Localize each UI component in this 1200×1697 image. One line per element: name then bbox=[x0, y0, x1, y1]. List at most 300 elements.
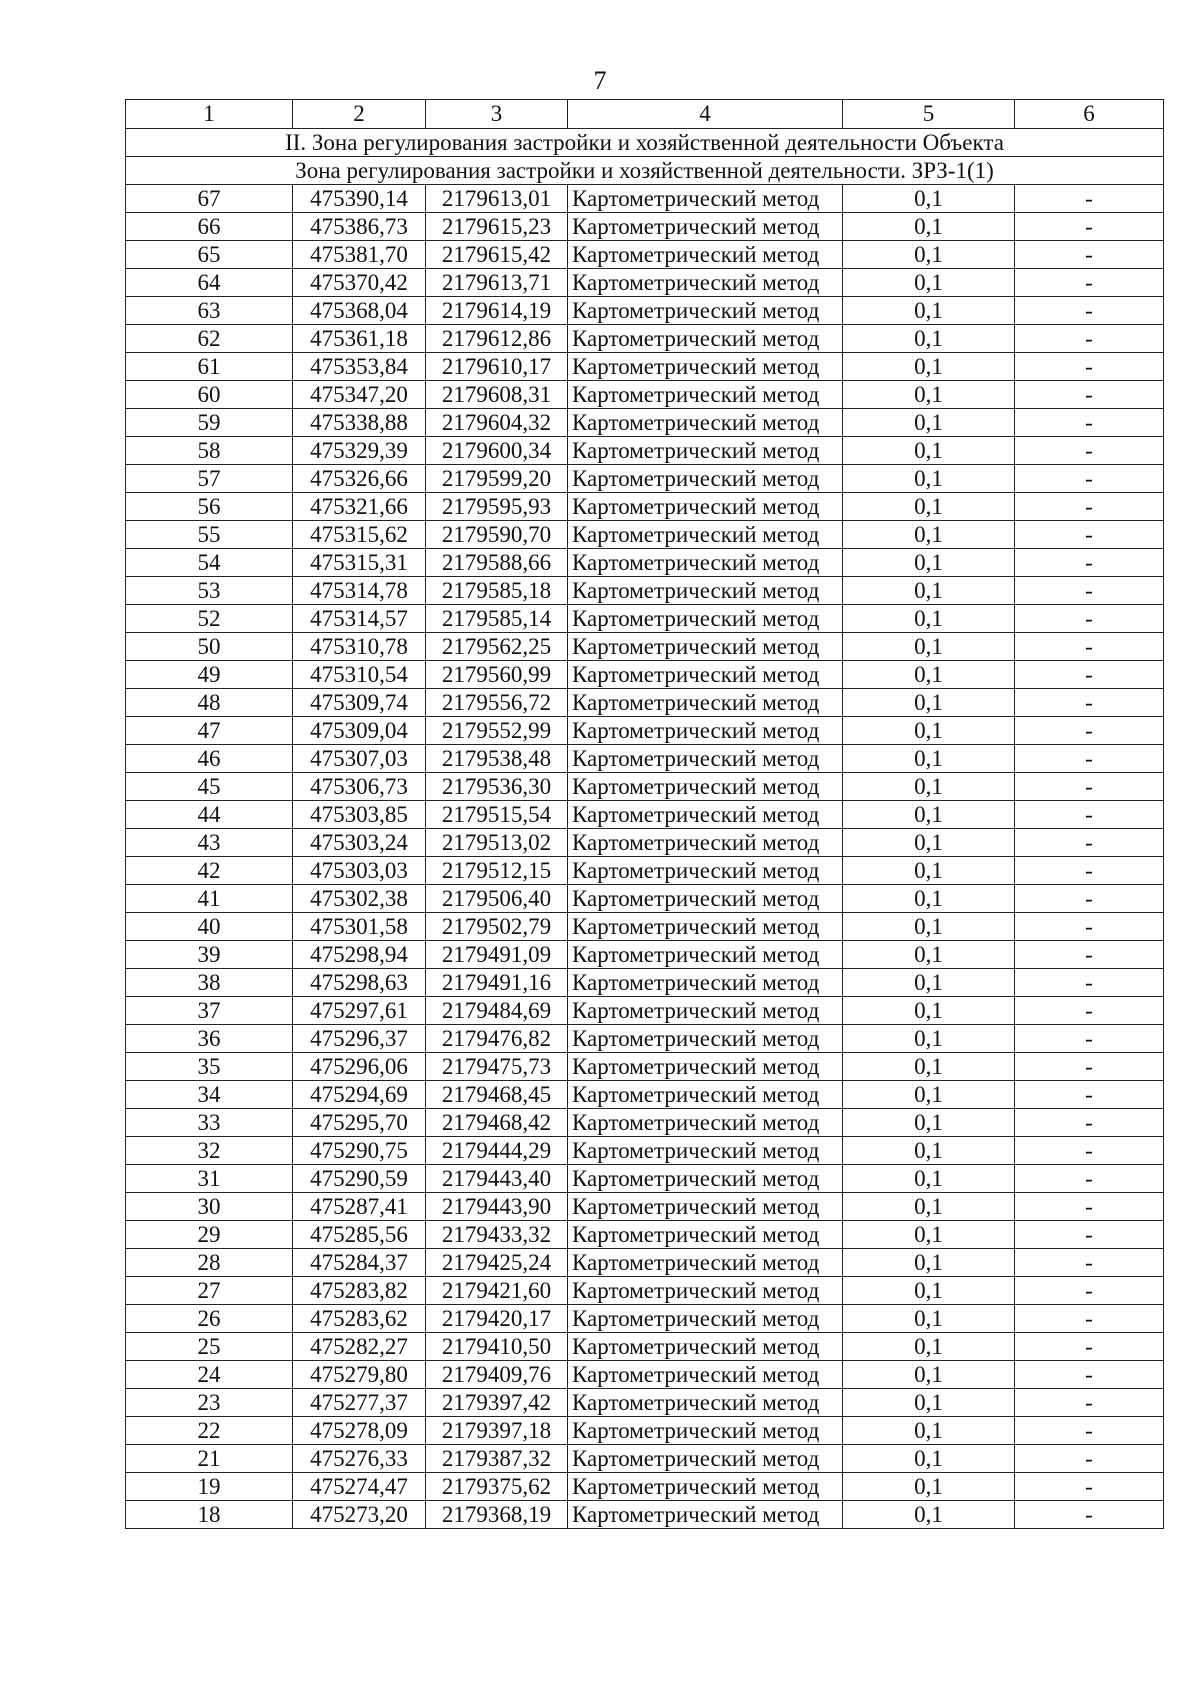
y-coordinate-cell: 2179604,32 bbox=[426, 409, 568, 437]
description-cell: - bbox=[1015, 269, 1164, 297]
description-cell: - bbox=[1015, 605, 1164, 633]
y-coordinate-cell: 2179484,69 bbox=[426, 997, 568, 1025]
table-row bbox=[126, 997, 1164, 1025]
table-header bbox=[126, 100, 1164, 129]
x-coordinate-cell: 475310,54 bbox=[293, 661, 426, 689]
method-cell: Картометрический метод bbox=[568, 997, 843, 1025]
point-number-cell: 46 bbox=[126, 745, 293, 773]
description-cell: - bbox=[1015, 521, 1164, 549]
point-number-cell: 44 bbox=[126, 801, 293, 829]
point-number-cell: 41 bbox=[126, 885, 293, 913]
description-cell: - bbox=[1015, 409, 1164, 437]
x-coordinate-cell: 475386,73 bbox=[293, 213, 426, 241]
method-cell: Картометрический метод bbox=[568, 1193, 843, 1221]
x-coordinate-cell: 475301,58 bbox=[293, 913, 426, 941]
table-row bbox=[126, 325, 1164, 353]
method-cell: Картометрический метод bbox=[568, 1249, 843, 1277]
accuracy-cell: 0,1 bbox=[843, 997, 1015, 1025]
table-row bbox=[126, 969, 1164, 997]
column-header-2: 2 bbox=[293, 100, 426, 129]
table-row bbox=[126, 353, 1164, 381]
accuracy-cell: 0,1 bbox=[843, 717, 1015, 745]
method-cell: Картометрический метод bbox=[568, 913, 843, 941]
description-cell: - bbox=[1015, 465, 1164, 493]
point-number-cell: 23 bbox=[126, 1389, 293, 1417]
point-number-cell: 42 bbox=[126, 857, 293, 885]
y-coordinate-cell: 2179599,20 bbox=[426, 465, 568, 493]
y-coordinate-cell: 2179538,48 bbox=[426, 745, 568, 773]
x-coordinate-cell: 475310,78 bbox=[293, 633, 426, 661]
table-row bbox=[126, 549, 1164, 577]
x-coordinate-cell: 475309,04 bbox=[293, 717, 426, 745]
x-coordinate-cell: 475347,20 bbox=[293, 381, 426, 409]
method-cell: Картометрический метод bbox=[568, 689, 843, 717]
table-row bbox=[126, 521, 1164, 549]
description-cell: - bbox=[1015, 297, 1164, 325]
point-number-cell: 34 bbox=[126, 1081, 293, 1109]
description-cell: - bbox=[1015, 1277, 1164, 1305]
x-coordinate-cell: 475274,47 bbox=[293, 1473, 426, 1501]
method-cell: Картометрический метод bbox=[568, 1277, 843, 1305]
table-row bbox=[126, 829, 1164, 857]
accuracy-cell: 0,1 bbox=[843, 1389, 1015, 1417]
description-cell: - bbox=[1015, 1193, 1164, 1221]
table-row bbox=[126, 1501, 1164, 1529]
method-cell: Картометрический метод bbox=[568, 1473, 843, 1501]
x-coordinate-cell: 475368,04 bbox=[293, 297, 426, 325]
description-cell: - bbox=[1015, 717, 1164, 745]
method-cell: Картометрический метод bbox=[568, 1333, 843, 1361]
method-cell: Картометрический метод bbox=[568, 1025, 843, 1053]
method-cell: Картометрический метод bbox=[568, 1501, 843, 1529]
y-coordinate-cell: 2179421,60 bbox=[426, 1277, 568, 1305]
method-cell: Картометрический метод bbox=[568, 633, 843, 661]
point-number-cell: 31 bbox=[126, 1165, 293, 1193]
x-coordinate-cell: 475315,31 bbox=[293, 549, 426, 577]
method-cell: Картометрический метод bbox=[568, 241, 843, 269]
x-coordinate-cell: 475283,82 bbox=[293, 1277, 426, 1305]
y-coordinate-cell: 2179614,19 bbox=[426, 297, 568, 325]
description-cell: - bbox=[1015, 857, 1164, 885]
method-cell: Картометрический метод bbox=[568, 465, 843, 493]
table-row bbox=[126, 269, 1164, 297]
accuracy-cell: 0,1 bbox=[843, 1109, 1015, 1137]
table-row bbox=[126, 633, 1164, 661]
accuracy-cell: 0,1 bbox=[843, 1501, 1015, 1529]
method-cell: Картометрический метод bbox=[568, 801, 843, 829]
accuracy-cell: 0,1 bbox=[843, 465, 1015, 493]
x-coordinate-cell: 475298,94 bbox=[293, 941, 426, 969]
accuracy-cell: 0,1 bbox=[843, 633, 1015, 661]
table-row bbox=[126, 493, 1164, 521]
y-coordinate-cell: 2179613,01 bbox=[426, 185, 568, 213]
x-coordinate-cell: 475296,06 bbox=[293, 1053, 426, 1081]
point-number-cell: 29 bbox=[126, 1221, 293, 1249]
column-header-3: 3 bbox=[426, 100, 568, 129]
point-number-cell: 49 bbox=[126, 661, 293, 689]
y-coordinate-cell: 2179433,32 bbox=[426, 1221, 568, 1249]
accuracy-cell: 0,1 bbox=[843, 577, 1015, 605]
x-coordinate-cell: 475284,37 bbox=[293, 1249, 426, 1277]
description-cell: - bbox=[1015, 325, 1164, 353]
point-number-cell: 66 bbox=[126, 213, 293, 241]
table-row bbox=[126, 1333, 1164, 1361]
description-cell: - bbox=[1015, 1501, 1164, 1529]
y-coordinate-cell: 2179612,86 bbox=[426, 325, 568, 353]
y-coordinate-cell: 2179375,62 bbox=[426, 1473, 568, 1501]
x-coordinate-cell: 475285,56 bbox=[293, 1221, 426, 1249]
y-coordinate-cell: 2179562,25 bbox=[426, 633, 568, 661]
x-coordinate-cell: 475298,63 bbox=[293, 969, 426, 997]
y-coordinate-cell: 2179613,71 bbox=[426, 269, 568, 297]
table-row bbox=[126, 1249, 1164, 1277]
y-coordinate-cell: 2179475,73 bbox=[426, 1053, 568, 1081]
y-coordinate-cell: 2179506,40 bbox=[426, 885, 568, 913]
x-coordinate-cell: 475278,09 bbox=[293, 1417, 426, 1445]
description-cell: - bbox=[1015, 913, 1164, 941]
accuracy-cell: 0,1 bbox=[843, 1361, 1015, 1389]
y-coordinate-cell: 2179585,14 bbox=[426, 605, 568, 633]
method-cell: Картометрический метод bbox=[568, 1165, 843, 1193]
x-coordinate-cell: 475321,66 bbox=[293, 493, 426, 521]
method-cell: Картометрический метод bbox=[568, 437, 843, 465]
table-row bbox=[126, 1053, 1164, 1081]
point-number-cell: 54 bbox=[126, 549, 293, 577]
description-cell: - bbox=[1015, 241, 1164, 269]
column-header-1: 1 bbox=[126, 100, 293, 129]
description-cell: - bbox=[1015, 1081, 1164, 1109]
y-coordinate-cell: 2179425,24 bbox=[426, 1249, 568, 1277]
point-number-cell: 21 bbox=[126, 1445, 293, 1473]
method-cell: Картометрический метод bbox=[568, 325, 843, 353]
description-cell: - bbox=[1015, 829, 1164, 857]
point-number-cell: 57 bbox=[126, 465, 293, 493]
description-cell: - bbox=[1015, 633, 1164, 661]
x-coordinate-cell: 475303,24 bbox=[293, 829, 426, 857]
y-coordinate-cell: 2179552,99 bbox=[426, 717, 568, 745]
accuracy-cell: 0,1 bbox=[843, 857, 1015, 885]
subsection-title-row bbox=[126, 157, 1164, 185]
point-number-cell: 56 bbox=[126, 493, 293, 521]
accuracy-cell: 0,1 bbox=[843, 1417, 1015, 1445]
point-number-cell: 65 bbox=[126, 241, 293, 269]
x-coordinate-cell: 475279,80 bbox=[293, 1361, 426, 1389]
table-row bbox=[126, 1305, 1164, 1333]
table-row bbox=[126, 297, 1164, 325]
accuracy-cell: 0,1 bbox=[843, 885, 1015, 913]
point-number-cell: 47 bbox=[126, 717, 293, 745]
point-number-cell: 18 bbox=[126, 1501, 293, 1529]
page-number: 7 bbox=[593, 66, 607, 95]
point-number-cell: 37 bbox=[126, 997, 293, 1025]
section-title: II. Зона регулирования застройки и хозяйственной деятельности Объекта bbox=[126, 129, 1164, 157]
y-coordinate-cell: 2179608,31 bbox=[426, 381, 568, 409]
x-coordinate-cell: 475353,84 bbox=[293, 353, 426, 381]
accuracy-cell: 0,1 bbox=[843, 913, 1015, 941]
table-row bbox=[126, 185, 1164, 213]
x-coordinate-cell: 475307,03 bbox=[293, 745, 426, 773]
point-number-cell: 50 bbox=[126, 633, 293, 661]
accuracy-cell: 0,1 bbox=[843, 969, 1015, 997]
description-cell: - bbox=[1015, 577, 1164, 605]
accuracy-cell: 0,1 bbox=[843, 1137, 1015, 1165]
x-coordinate-cell: 475297,61 bbox=[293, 997, 426, 1025]
point-number-cell: 48 bbox=[126, 689, 293, 717]
table-row bbox=[126, 1445, 1164, 1473]
description-cell: - bbox=[1015, 1025, 1164, 1053]
table-row bbox=[126, 1473, 1164, 1501]
table-row bbox=[126, 1025, 1164, 1053]
description-cell: - bbox=[1015, 661, 1164, 689]
point-number-cell: 25 bbox=[126, 1333, 293, 1361]
coordinates-table bbox=[125, 99, 1164, 1529]
point-number-cell: 62 bbox=[126, 325, 293, 353]
table-row bbox=[126, 605, 1164, 633]
x-coordinate-cell: 475295,70 bbox=[293, 1109, 426, 1137]
x-coordinate-cell: 475370,42 bbox=[293, 269, 426, 297]
table-row bbox=[126, 1389, 1164, 1417]
description-cell: - bbox=[1015, 381, 1164, 409]
table-row bbox=[126, 381, 1164, 409]
point-number-cell: 32 bbox=[126, 1137, 293, 1165]
accuracy-cell: 0,1 bbox=[843, 409, 1015, 437]
method-cell: Картометрический метод bbox=[568, 969, 843, 997]
description-cell: - bbox=[1015, 745, 1164, 773]
y-coordinate-cell: 2179491,09 bbox=[426, 941, 568, 969]
table-row bbox=[126, 1277, 1164, 1305]
table-row bbox=[126, 745, 1164, 773]
point-number-cell: 60 bbox=[126, 381, 293, 409]
table-row bbox=[126, 437, 1164, 465]
table-row bbox=[126, 689, 1164, 717]
y-coordinate-cell: 2179491,16 bbox=[426, 969, 568, 997]
x-coordinate-cell: 475277,37 bbox=[293, 1389, 426, 1417]
method-cell: Картометрический метод bbox=[568, 661, 843, 689]
accuracy-cell: 0,1 bbox=[843, 605, 1015, 633]
method-cell: Картометрический метод bbox=[568, 381, 843, 409]
table-row bbox=[126, 661, 1164, 689]
y-coordinate-cell: 2179615,23 bbox=[426, 213, 568, 241]
table-row bbox=[126, 857, 1164, 885]
accuracy-cell: 0,1 bbox=[843, 493, 1015, 521]
table-row bbox=[126, 885, 1164, 913]
column-number-row bbox=[126, 100, 1164, 129]
y-coordinate-cell: 2179512,15 bbox=[426, 857, 568, 885]
method-cell: Картометрический метод bbox=[568, 885, 843, 913]
y-coordinate-cell: 2179588,66 bbox=[426, 549, 568, 577]
table-row bbox=[126, 801, 1164, 829]
y-coordinate-cell: 2179368,19 bbox=[426, 1501, 568, 1529]
x-coordinate-cell: 475329,39 bbox=[293, 437, 426, 465]
subsection-title: Зона регулирования застройки и хозяйственной деятельности. ЗРЗ-1(1) bbox=[126, 157, 1164, 185]
x-coordinate-cell: 475302,38 bbox=[293, 885, 426, 913]
description-cell: - bbox=[1015, 493, 1164, 521]
y-coordinate-cell: 2179536,30 bbox=[426, 773, 568, 801]
description-cell: - bbox=[1015, 549, 1164, 577]
method-cell: Картометрический метод bbox=[568, 1137, 843, 1165]
accuracy-cell: 0,1 bbox=[843, 661, 1015, 689]
accuracy-cell: 0,1 bbox=[843, 1193, 1015, 1221]
column-header-4: 4 bbox=[568, 100, 843, 129]
description-cell: - bbox=[1015, 437, 1164, 465]
accuracy-cell: 0,1 bbox=[843, 941, 1015, 969]
method-cell: Картометрический метод bbox=[568, 1053, 843, 1081]
x-coordinate-cell: 475315,62 bbox=[293, 521, 426, 549]
y-coordinate-cell: 2179513,02 bbox=[426, 829, 568, 857]
column-header-5: 5 bbox=[843, 100, 1015, 129]
method-cell: Картометрический метод bbox=[568, 297, 843, 325]
point-number-cell: 58 bbox=[126, 437, 293, 465]
point-number-cell: 38 bbox=[126, 969, 293, 997]
y-coordinate-cell: 2179420,17 bbox=[426, 1305, 568, 1333]
x-coordinate-cell: 475309,74 bbox=[293, 689, 426, 717]
table-row bbox=[126, 241, 1164, 269]
x-coordinate-cell: 475326,66 bbox=[293, 465, 426, 493]
accuracy-cell: 0,1 bbox=[843, 1445, 1015, 1473]
accuracy-cell: 0,1 bbox=[843, 1277, 1015, 1305]
method-cell: Картометрический метод bbox=[568, 941, 843, 969]
method-cell: Картометрический метод bbox=[568, 1221, 843, 1249]
table-row bbox=[126, 773, 1164, 801]
point-number-cell: 53 bbox=[126, 577, 293, 605]
accuracy-cell: 0,1 bbox=[843, 689, 1015, 717]
method-cell: Картометрический метод bbox=[568, 185, 843, 213]
accuracy-cell: 0,1 bbox=[843, 185, 1015, 213]
y-coordinate-cell: 2179615,42 bbox=[426, 241, 568, 269]
method-cell: Картометрический метод bbox=[568, 409, 843, 437]
accuracy-cell: 0,1 bbox=[843, 325, 1015, 353]
accuracy-cell: 0,1 bbox=[843, 1249, 1015, 1277]
point-number-cell: 61 bbox=[126, 353, 293, 381]
description-cell: - bbox=[1015, 185, 1164, 213]
accuracy-cell: 0,1 bbox=[843, 801, 1015, 829]
table-row bbox=[126, 1417, 1164, 1445]
description-cell: - bbox=[1015, 353, 1164, 381]
table-row bbox=[126, 1165, 1164, 1193]
x-coordinate-cell: 475290,59 bbox=[293, 1165, 426, 1193]
x-coordinate-cell: 475306,73 bbox=[293, 773, 426, 801]
description-cell: - bbox=[1015, 1137, 1164, 1165]
method-cell: Картометрический метод bbox=[568, 1081, 843, 1109]
accuracy-cell: 0,1 bbox=[843, 773, 1015, 801]
point-number-cell: 24 bbox=[126, 1361, 293, 1389]
accuracy-cell: 0,1 bbox=[843, 437, 1015, 465]
accuracy-cell: 0,1 bbox=[843, 1053, 1015, 1081]
description-cell: - bbox=[1015, 1333, 1164, 1361]
table-row bbox=[126, 1193, 1164, 1221]
x-coordinate-cell: 475314,57 bbox=[293, 605, 426, 633]
table-row bbox=[126, 409, 1164, 437]
y-coordinate-cell: 2179585,18 bbox=[426, 577, 568, 605]
method-cell: Картометрический метод bbox=[568, 605, 843, 633]
table-row bbox=[126, 1137, 1164, 1165]
y-coordinate-cell: 2179560,99 bbox=[426, 661, 568, 689]
y-coordinate-cell: 2179502,79 bbox=[426, 913, 568, 941]
y-coordinate-cell: 2179468,45 bbox=[426, 1081, 568, 1109]
description-cell: - bbox=[1015, 941, 1164, 969]
description-cell: - bbox=[1015, 1305, 1164, 1333]
method-cell: Картометрический метод bbox=[568, 577, 843, 605]
x-coordinate-cell: 475381,70 bbox=[293, 241, 426, 269]
accuracy-cell: 0,1 bbox=[843, 1473, 1015, 1501]
point-number-cell: 40 bbox=[126, 913, 293, 941]
accuracy-cell: 0,1 bbox=[843, 829, 1015, 857]
point-number-cell: 63 bbox=[126, 297, 293, 325]
x-coordinate-cell: 475282,27 bbox=[293, 1333, 426, 1361]
y-coordinate-cell: 2179468,42 bbox=[426, 1109, 568, 1137]
table-row bbox=[126, 941, 1164, 969]
method-cell: Картометрический метод bbox=[568, 521, 843, 549]
point-number-cell: 30 bbox=[126, 1193, 293, 1221]
point-number-cell: 33 bbox=[126, 1109, 293, 1137]
method-cell: Картометрический метод bbox=[568, 1305, 843, 1333]
description-cell: - bbox=[1015, 1221, 1164, 1249]
y-coordinate-cell: 2179409,76 bbox=[426, 1361, 568, 1389]
accuracy-cell: 0,1 bbox=[843, 381, 1015, 409]
x-coordinate-cell: 475290,75 bbox=[293, 1137, 426, 1165]
y-coordinate-cell: 2179590,70 bbox=[426, 521, 568, 549]
x-coordinate-cell: 475361,18 bbox=[293, 325, 426, 353]
description-cell: - bbox=[1015, 1109, 1164, 1137]
method-cell: Картометрический метод bbox=[568, 213, 843, 241]
accuracy-cell: 0,1 bbox=[843, 213, 1015, 241]
method-cell: Картометрический метод bbox=[568, 269, 843, 297]
column-header-6: 6 bbox=[1015, 100, 1164, 129]
description-cell: - bbox=[1015, 213, 1164, 241]
method-cell: Картометрический метод bbox=[568, 1389, 843, 1417]
point-number-cell: 35 bbox=[126, 1053, 293, 1081]
y-coordinate-cell: 2179444,29 bbox=[426, 1137, 568, 1165]
y-coordinate-cell: 2179595,93 bbox=[426, 493, 568, 521]
accuracy-cell: 0,1 bbox=[843, 1305, 1015, 1333]
table-row bbox=[126, 717, 1164, 745]
method-cell: Картометрический метод bbox=[568, 1417, 843, 1445]
description-cell: - bbox=[1015, 1165, 1164, 1193]
x-coordinate-cell: 475390,14 bbox=[293, 185, 426, 213]
y-coordinate-cell: 2179397,42 bbox=[426, 1389, 568, 1417]
accuracy-cell: 0,1 bbox=[843, 1025, 1015, 1053]
y-coordinate-cell: 2179443,40 bbox=[426, 1165, 568, 1193]
method-cell: Картометрический метод bbox=[568, 1445, 843, 1473]
y-coordinate-cell: 2179397,18 bbox=[426, 1417, 568, 1445]
method-cell: Картометрический метод bbox=[568, 1109, 843, 1137]
description-cell: - bbox=[1015, 1445, 1164, 1473]
table-row bbox=[126, 213, 1164, 241]
point-number-cell: 52 bbox=[126, 605, 293, 633]
y-coordinate-cell: 2179515,54 bbox=[426, 801, 568, 829]
y-coordinate-cell: 2179556,72 bbox=[426, 689, 568, 717]
method-cell: Картометрический метод bbox=[568, 717, 843, 745]
table-row bbox=[126, 577, 1164, 605]
table-row bbox=[126, 1081, 1164, 1109]
accuracy-cell: 0,1 bbox=[843, 269, 1015, 297]
accuracy-cell: 0,1 bbox=[843, 1081, 1015, 1109]
y-coordinate-cell: 2179476,82 bbox=[426, 1025, 568, 1053]
y-coordinate-cell: 2179600,34 bbox=[426, 437, 568, 465]
point-number-cell: 28 bbox=[126, 1249, 293, 1277]
method-cell: Картометрический метод bbox=[568, 1361, 843, 1389]
point-number-cell: 22 bbox=[126, 1417, 293, 1445]
method-cell: Картометрический метод bbox=[568, 773, 843, 801]
x-coordinate-cell: 475276,33 bbox=[293, 1445, 426, 1473]
table-row bbox=[126, 1109, 1164, 1137]
y-coordinate-cell: 2179610,17 bbox=[426, 353, 568, 381]
y-coordinate-cell: 2179387,32 bbox=[426, 1445, 568, 1473]
point-number-cell: 64 bbox=[126, 269, 293, 297]
x-coordinate-cell: 475283,62 bbox=[293, 1305, 426, 1333]
x-coordinate-cell: 475303,03 bbox=[293, 857, 426, 885]
description-cell: - bbox=[1015, 1417, 1164, 1445]
